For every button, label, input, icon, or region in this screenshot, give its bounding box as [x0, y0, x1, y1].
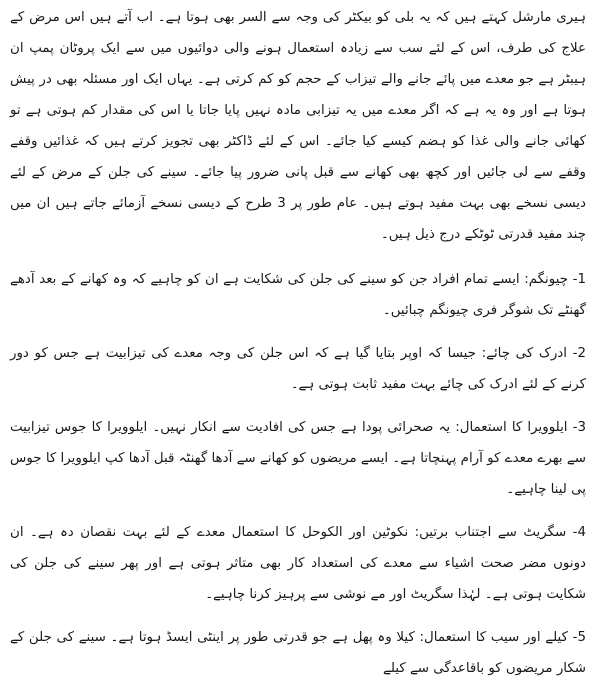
tip-banana-apple: 5- کیلے اور سیب کا استعمال: کیلا وہ پھل ہے جو قدرتی طور پر اینٹی ایسڈ ہوتا ہے۔ سینے کی جلن کے شکار مریضوں کو باقاعدگی سے کیلے — [10, 630, 586, 676]
tip-chewing-gum: 1- چیونگم: ایسے تمام افراد جن کو سینے کی جلن کی شکایت ہے ان کو چاہیے کہ وہ کھانے کے بعد آدھے گھنٹے تک شوگر فری چیونگم چبائیں۔ — [10, 272, 586, 318]
tip-avoid-smoking: 4- سگریٹ سے اجتناب برتیں: نکوٹین اور الکوحل کا استعمال معدے کے لئے بہت نقصان دہ ہے۔ ان دونوں مضر صحت اشیاء سے معدے کی استعداد کار بھی متاثر ہوتی ہے اور پھر سینے کی جلن کی شکایت ہوتی ہے۔ لہٰذا سگریٹ اور مے نوشی سے پرہیز کرنا چاہیے۔ — [10, 525, 586, 602]
tip-ginger-tea: 2- ادرک کی چائے: جیسا کہ اوپر بتایا گیا ہے کہ اس جلن کی وجہ معدے کی تیزابیت ہے جس کو دور کرنے کے لئے ادرک کی چائے بہت مفید ثابت ہوتی ہے۔ — [10, 346, 586, 392]
intro-paragraph: ہیری مارشل کہتے ہیں کہ یہ بلی کو بیکٹر کی وجہ سے السر بھی ہوتا ہے۔ اب آتے ہیں اس مرض کے علاج کی طرف، اس کے لئے سب سے زیادہ استعمال ہونے والی دوائیوں میں سے ایک پروٹان پمپ ان ہیبٹر ہے جو معدے میں پائے جانے والے تیزاب کے حجم کو کم کرتی ہے۔ یہاں ایک اور مسئلہ بھی در پیش ہوتا ہے اور وہ یہ ہے کہ اگر معدے میں یہ تیزابی مادہ نہیں پایا جاتا یا اس کی مقدار کم ہوتی ہے تو کھائی جانے والی غذا کو ہضم کیسے کیا جائے۔ اس کے لئے ڈاکٹر بھی تجویز کرتے ہیں کہ غذائیں وقفے وقفے سے لی جائیں اور کچھ بھی کھانے سے قبل پانی ضرور پیا جائے۔ سینے کی جلن کے مرض کے لئے دیسی نسخے بھی بہت مفید ہوتے ہیں۔ عام طور پر 3 طرح کے دیسی نسخے آزمائے جاتے ہیں ان میں چند مفید قدرتی ٹوٹکے درج ذیل ہیں۔ — [10, 10, 586, 242]
tip-aloe-vera: 3- ایلوویرا کا استعمال: یہ صحرائی پودا ہے جس کی افادیت سے انکار نہیں۔ ایلوویرا کا جوس تیزابیت سے بھرے معدے کو آرام پہنچاتا ہے۔ ایسے مریضوں کو کھانے سے آدھا گھنٹہ قبل آدھا کپ ایلوویرا کا جوس پی لینا چاہیے۔ — [10, 420, 586, 497]
